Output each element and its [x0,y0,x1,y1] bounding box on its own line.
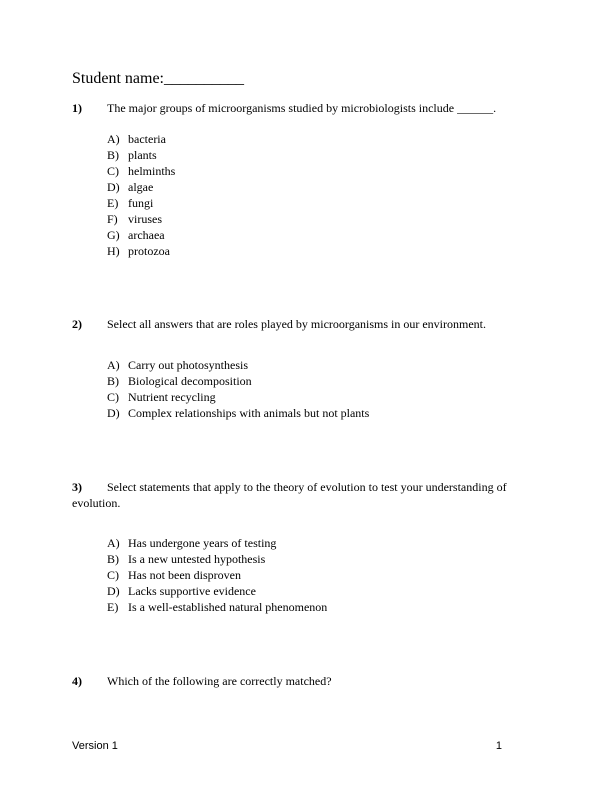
option-letter: G) [107,228,120,242]
option-letter: D) [107,584,120,598]
option-e [107,599,327,615]
option-text: fungi [128,196,154,210]
option-letter: E) [107,196,119,210]
option-h [107,243,175,259]
option-text: Carry out photosynthesis [128,358,248,372]
option-b [107,373,369,389]
question-1 [72,100,540,116]
option-letter: B) [107,552,119,566]
option-letter: A) [107,132,120,146]
question-number: 4) [72,674,82,688]
option-d [107,405,369,421]
option-letter: E) [107,600,119,614]
question-text: Which of the following are correctly matched? [107,674,332,688]
option-text: archaea [128,228,165,242]
option-text: Has undergone years of testing [128,536,277,550]
option-g [107,227,175,243]
footer-page-number: 1 [495,740,502,752]
option-letter: C) [107,164,119,178]
option-text: algae [128,180,154,194]
option-e [107,195,175,211]
question-2-options [107,357,369,421]
question-number: 1) [72,101,82,115]
option-text: protozoa [128,244,170,258]
option-d [107,583,327,599]
footer-version: Version 1 [72,740,118,752]
option-f [107,211,175,227]
option-text: plants [128,148,157,162]
option-text: Complex relationships with animals but not plants [128,406,370,420]
option-c [107,567,327,583]
option-letter: D) [107,180,120,194]
option-text: helminths [128,164,176,178]
option-letter: F) [107,212,118,226]
option-text: Biological decomposition [128,374,252,388]
option-b [107,147,175,163]
option-text: bacteria [128,132,166,146]
option-d [107,179,175,195]
option-letter: H) [107,244,120,258]
option-a [107,535,327,551]
option-letter: A) [107,358,120,372]
student-name-label: Student name:__________ [72,70,244,87]
option-b [107,551,327,567]
question-number: 2) [72,317,82,331]
option-text: Is a new untested hypothesis [128,552,266,566]
question-number: 3) [72,480,82,494]
question-3 [72,479,540,511]
option-text: Lacks supportive evidence [128,584,256,598]
option-a [107,131,175,147]
option-text: Has not been disproven [128,568,241,582]
option-c [107,389,369,405]
option-a [107,357,369,373]
option-letter: B) [107,148,119,162]
question-1-options [107,131,175,259]
question-text: The major groups of microorganisms studied by microbiologists include ______. [107,101,497,115]
option-text: Nutrient recycling [128,390,216,404]
option-letter: D) [107,406,120,420]
question-4 [72,673,540,689]
option-text: Is a well-established natural phenomenon [128,600,328,614]
question-text: Select statements that apply to the theory of evolution to test your understanding of evolution. [72,480,507,510]
question-text: Select all answers that are roles played by microorganisms in our environment. [107,317,487,331]
question-3-options [107,535,327,615]
option-text: viruses [128,212,162,226]
option-letter: A) [107,536,120,550]
option-letter: B) [107,374,119,388]
option-letter: C) [107,568,119,582]
option-letter: C) [107,390,119,404]
option-c [107,163,175,179]
question-2 [72,316,540,332]
